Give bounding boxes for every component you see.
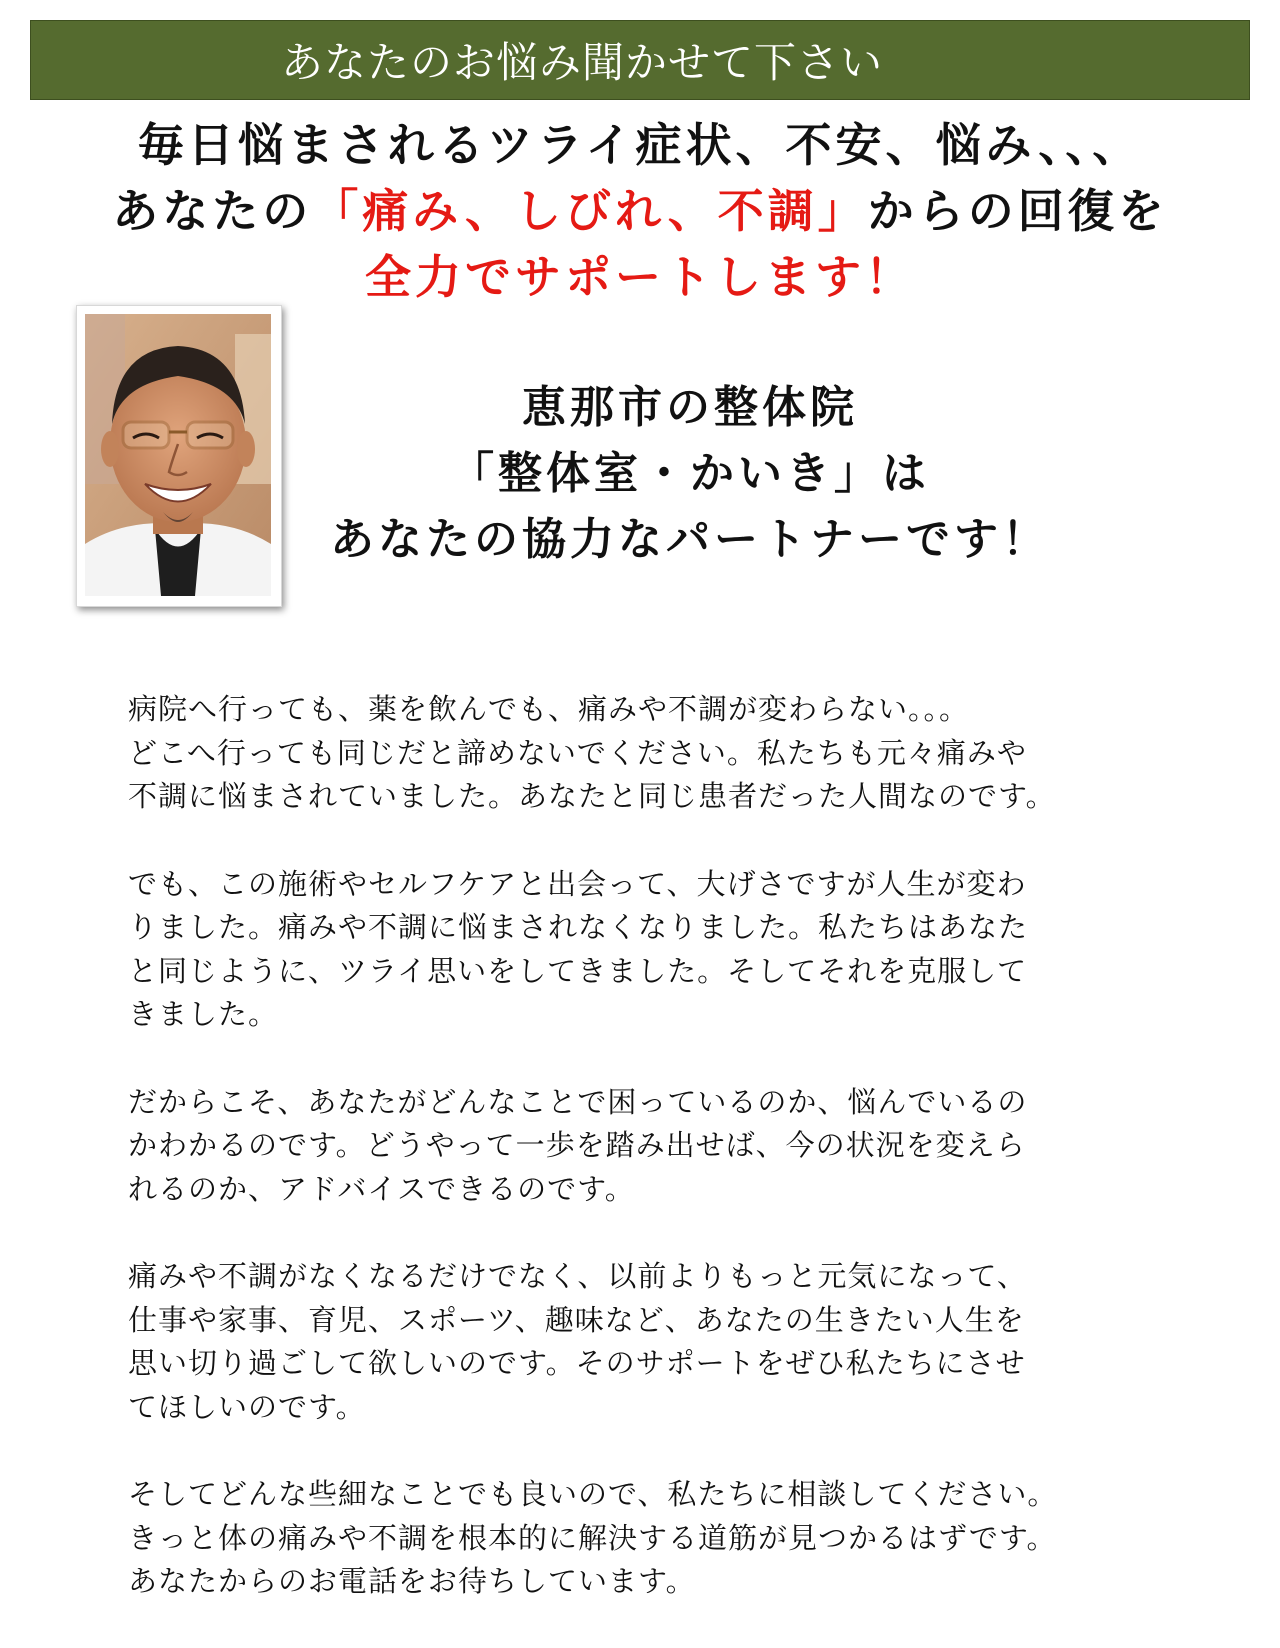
headline-line-1: 毎日悩まされるツライ症状、不安、悩み、、、 <box>137 118 1143 172</box>
headline-symptoms-red: 「痛み、しびれ、不調」 <box>312 184 868 238</box>
headline-line-2-post: からの回復を <box>867 184 1168 238</box>
paragraph <box>128 1255 1168 1429</box>
partner-line-2: 「整体室・かいき」は <box>450 448 930 499</box>
headline <box>0 112 1280 310</box>
headline-support-red: 全力でサポートします！ <box>365 250 915 304</box>
paragraph-line: 病院へ行っても、薬を飲んでも、痛みや不調が変わらない。。。 <box>128 692 970 726</box>
title-banner <box>30 20 1250 100</box>
practitioner-photo <box>76 305 282 607</box>
headline-line-2-pre: あなたの <box>112 184 313 238</box>
paragraph-line: だからこそ、あなたがどんなことで困っているのか、悩んでいるの <box>128 1084 1028 1119</box>
paragraph-line: きっと体の痛みや不調を根本的に解決する道筋が見つかるはずです。 <box>128 1520 1057 1555</box>
banner-title: あなたのお悩み聞かせて下さい <box>281 38 884 87</box>
partner-line-1: 恵那市の整体院 <box>522 382 858 433</box>
body-text <box>128 688 1168 1648</box>
paragraph-line: でも、この施術やセルフケアと出会って、大げさですが人生が変わ <box>128 866 1027 901</box>
headline-line-2 <box>0 178 1280 244</box>
paragraph-line: てほしいのです。 <box>128 1389 366 1424</box>
paragraph-line: 思い切り過ごして欲しいのです。そのサポートをぜひ私たちにさせ <box>128 1346 1026 1380</box>
paragraph-line: れるのか、アドバイスできるのです。 <box>128 1171 635 1206</box>
paragraph-line: 痛みや不調がなくなるだけでなく、以前よりもっと元気になって、 <box>128 1259 1027 1293</box>
paragraph-line: 仕事や家事、育児、スポーツ、趣味など、あなたの生きたい人生を <box>128 1302 1025 1337</box>
paragraph <box>128 1473 1168 1604</box>
clinic-partner-message <box>300 375 1080 573</box>
paragraph <box>128 1081 1168 1212</box>
paragraph-line: どこへ行っても同じだと諦めないでください。私たちも元々痛みや <box>128 735 1027 770</box>
paragraph-line: りました。痛みや不調に悩まされなくなりました。私たちはあなた <box>128 910 1029 944</box>
paragraph <box>128 688 1168 819</box>
practitioner-portrait-image <box>85 314 271 596</box>
paragraph-line: かわかるのです。どうやって一歩を踏み出せば、今の状況を変えら <box>128 1128 1026 1162</box>
paragraph-line: あなたからのお電話をお待ちしています。 <box>128 1564 696 1598</box>
paragraph-line: と同じように、ツライ思いをしてきました。そしてそれを克服して <box>128 953 1028 988</box>
paragraph-line: 不調に悩まされていました。あなたと同じ患者だった人間なのです。 <box>128 779 1056 813</box>
partner-line-3: あなたの協力なパートナーです！ <box>330 514 1050 565</box>
paragraph-line: そしてどんな些細なことでも良いので、私たちに相談してください。 <box>128 1477 1058 1511</box>
paragraph <box>128 863 1168 1037</box>
paragraph-line: きました。 <box>128 997 279 1031</box>
